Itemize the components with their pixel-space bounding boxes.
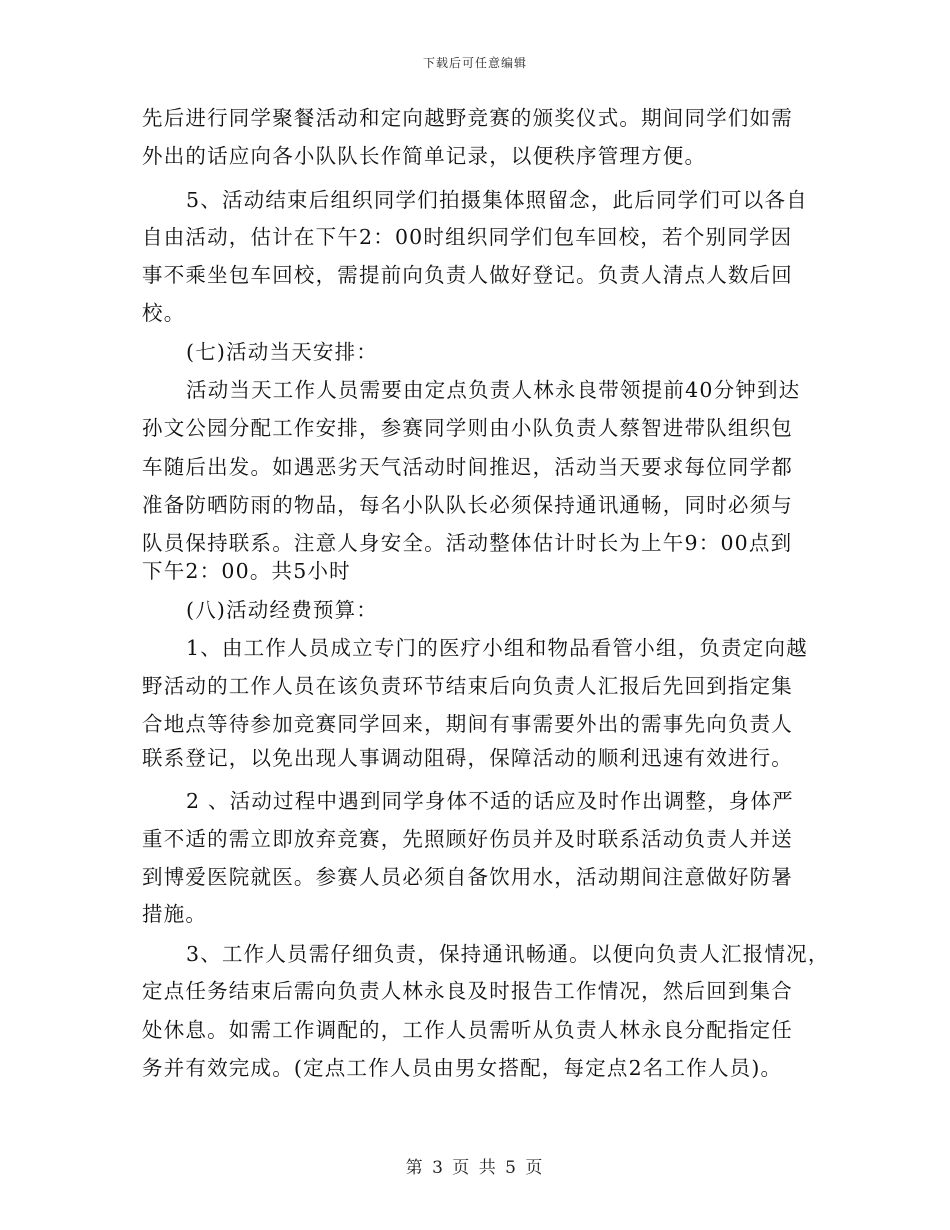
text-line: 事不乘坐包车回校，需提前向负责人做好登记。负责人清点人数后回 <box>142 263 793 287</box>
text-line: 联系登记，以免出现人事调动阻碍，保障活动的顺利迅速有效进行。 <box>142 746 793 770</box>
text-line: 合地点等待参加竞赛同学回来，期间有事需要外出的需事先向负责人 <box>142 712 793 736</box>
text-line: 1、由工作人员成立专门的医疗小组和物品看管小组，负责定向越 <box>186 636 808 660</box>
text-line: 外出的话应向各小队队长作简单记录，以便秩序管理方便。 <box>142 144 707 168</box>
text-line: 活动当天工作人员需要由定点负责人林永良带领提前40分钟到达 <box>186 378 801 402</box>
text-line: 先后进行同学聚餐活动和定向越野竞赛的颁奖仪式。期间同学们如需 <box>142 106 793 130</box>
text-line: 准备防晒防雨的物品，每名小队队长必须保持通讯通畅，同时必须与 <box>142 493 793 517</box>
text-line: 孙文公园分配工作安排，参赛同学则由小队负责人蔡智进带队组织包 <box>142 416 793 440</box>
section-heading: (七)活动当天安排： <box>186 340 378 364</box>
text-line: 重不适的需立即放弃竞赛，先照顾好伤员并及时联系活动负责人并送 <box>142 827 793 851</box>
text-line: 野活动的工作人员在该负责环节结束后向负责人汇报后先回到指定集 <box>142 674 793 698</box>
text-line: 自由活动，估计在下午2：00时组织同学们包车回校，若个别同学因 <box>142 225 793 249</box>
text-line: 车随后出发。如遇恶劣天气活动时间推迟，活动当天要求每位同学都 <box>142 455 793 479</box>
text-line: 处休息。如需工作调配的，工作人员需听从负责人林永良分配指定任 <box>142 1018 793 1042</box>
text-line: 队员保持联系。注意人身安全。活动整体估计时长为上午9：00点到 <box>142 531 793 555</box>
text-line: 措施。 <box>142 902 208 926</box>
section-heading: (八)活动经费预算： <box>186 598 378 622</box>
text-line: 2 、活动过程中遇到同学身体不适的话应及时作出调整，身体严 <box>186 789 794 813</box>
page-number: 第 3 页 共 5 页 <box>405 1158 545 1178</box>
text-line: 下午2：00。共5小时 <box>142 559 351 583</box>
text-line: 到博爱医院就医。参赛人员必须自备饮用水，活动期间注意做好防暑 <box>142 865 793 889</box>
page-header: 下载后可任意编辑 <box>422 56 527 70</box>
text-line: 5、活动结束后组织同学们拍摄集体照留念，此后同学们可以各自 <box>186 188 808 212</box>
text-line: 定点任务结束后需向负责人林永良及时报告工作情况，然后回到集合 <box>142 979 793 1003</box>
text-line: 校。 <box>142 301 186 325</box>
text-line: 3、工作人员需仔细负责，保持通讯畅通。以便向负责人汇报情况， <box>186 942 830 966</box>
text-line: 务并有效完成。(定点工作人员由男女搭配，每定点2名工作人员)。 <box>142 1056 783 1080</box>
